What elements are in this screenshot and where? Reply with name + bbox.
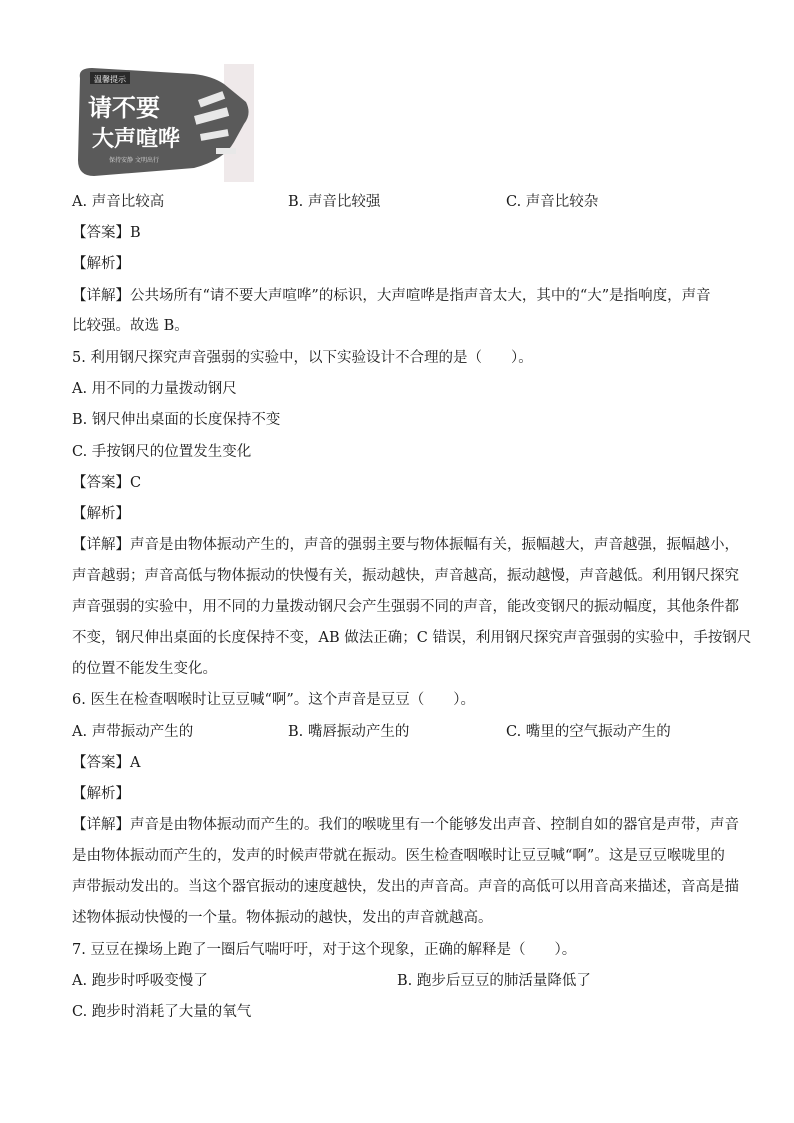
- q5-option-a: A. 用不同的力量拨动钢尺: [72, 381, 237, 397]
- q7-option-b: B. 跑步后豆豆的肺活量降低了: [397, 973, 591, 989]
- q6-detail-line: 述物体振动快慢的一个量。物体振动的越快，发出的声音就越高。: [72, 910, 493, 926]
- q6-answer: 【答案】A: [72, 755, 141, 771]
- q6-detail-line: 是由物体振动而产生的，发声的时候声带就在振动。医生检查咽喉时让豆豆喊“啊”。这是豆豆喉咙里的: [72, 848, 725, 864]
- q5-detail-line: 声音越弱；声音高低与物体振动的快慢有关，振动越快，声音越高，振动越慢，声音越低。利用钢尺探究: [72, 568, 739, 584]
- q6-analysis-title: 【解析】: [72, 786, 130, 802]
- q5-detail-line: 【详解】声音是由物体振动产生的，声音的强弱主要与物体振幅有关，振幅越大，声音越强，振幅越小，: [72, 537, 739, 553]
- q6-detail-line: 【详解】声音是由物体振动而产生的。我们的喉咙里有一个能够发出声音、控制自如的器官是声带，声音: [72, 817, 739, 833]
- q5-detail-line: 不变，钢尺伸出桌面的长度保持不变，AB 做法正确；C 错误，利用钢尺探究声音强弱的实验中，手按钢尺: [72, 630, 752, 646]
- q5-answer: 【答案】C: [72, 475, 142, 491]
- quiet-sign-image: [74, 64, 254, 182]
- q7-option-c: C. 跑步时消耗了大量的氧气: [72, 1004, 252, 1020]
- q4-option-c: C. 声音比较杂: [506, 194, 599, 210]
- q4-option-b: B. 声音比较强: [288, 194, 381, 210]
- q6-option-b: B. 嘴唇振动产生的: [288, 724, 410, 740]
- q6-stem: 6. 医生在检查咽喉时让豆豆喊“啊”。这个声音是豆豆（ ）。: [72, 692, 476, 708]
- q4-analysis-title: 【解析】: [72, 256, 130, 272]
- q4-detail-line: 比较强。故选 B。: [72, 318, 189, 334]
- sign-small-text: 保持安静 文明出行: [109, 157, 159, 164]
- quiet-sign-graphic: [74, 64, 254, 182]
- q5-option-b: B. 钢尺伸出桌面的长度保持不变: [72, 412, 281, 428]
- q6-option-a: A. 声带振动产生的: [72, 724, 194, 740]
- q7-option-a: A. 跑步时呼吸变慢了: [72, 973, 208, 989]
- q7-stem: 7. 豆豆在操场上跑了一圈后气喘吁吁，对于这个现象，正确的解释是（ ）。: [72, 942, 577, 958]
- sign-line1: 请不要: [88, 94, 160, 122]
- q5-detail-line: 声音强弱的实验中，用不同的力量拨动钢尺会产生强弱不同的声音，能改变钢尺的振动幅度，其他条件都: [72, 599, 739, 615]
- q4-answer: 【答案】B: [72, 225, 141, 241]
- q5-stem: 5. 利用钢尺探究声音强弱的实验中，以下实验设计不合理的是（ ）。: [72, 350, 533, 366]
- q6-option-c: C. 嘴里的空气振动产生的: [506, 724, 671, 740]
- sign-line2: 大声喧哗: [91, 127, 181, 152]
- q5-analysis-title: 【解析】: [72, 506, 130, 522]
- q6-detail-line: 声带振动发出的。当这个器官振动的速度越快，发出的声音高。声音的高低可以用音高来描述，音高是描: [72, 879, 739, 895]
- q4-detail-line: 【详解】公共场所有“请不要大声喧哗”的标识，大声喧哗是指声音太大，其中的“大”是指响度，声音: [72, 288, 711, 304]
- q5-option-c: C. 手按钢尺的位置发生变化: [72, 444, 252, 460]
- sign-tag: 温馨提示: [94, 75, 126, 84]
- q4-option-a: A. 声音比较高: [72, 194, 165, 210]
- q5-detail-line: 的位置不能发生变化。: [72, 661, 217, 677]
